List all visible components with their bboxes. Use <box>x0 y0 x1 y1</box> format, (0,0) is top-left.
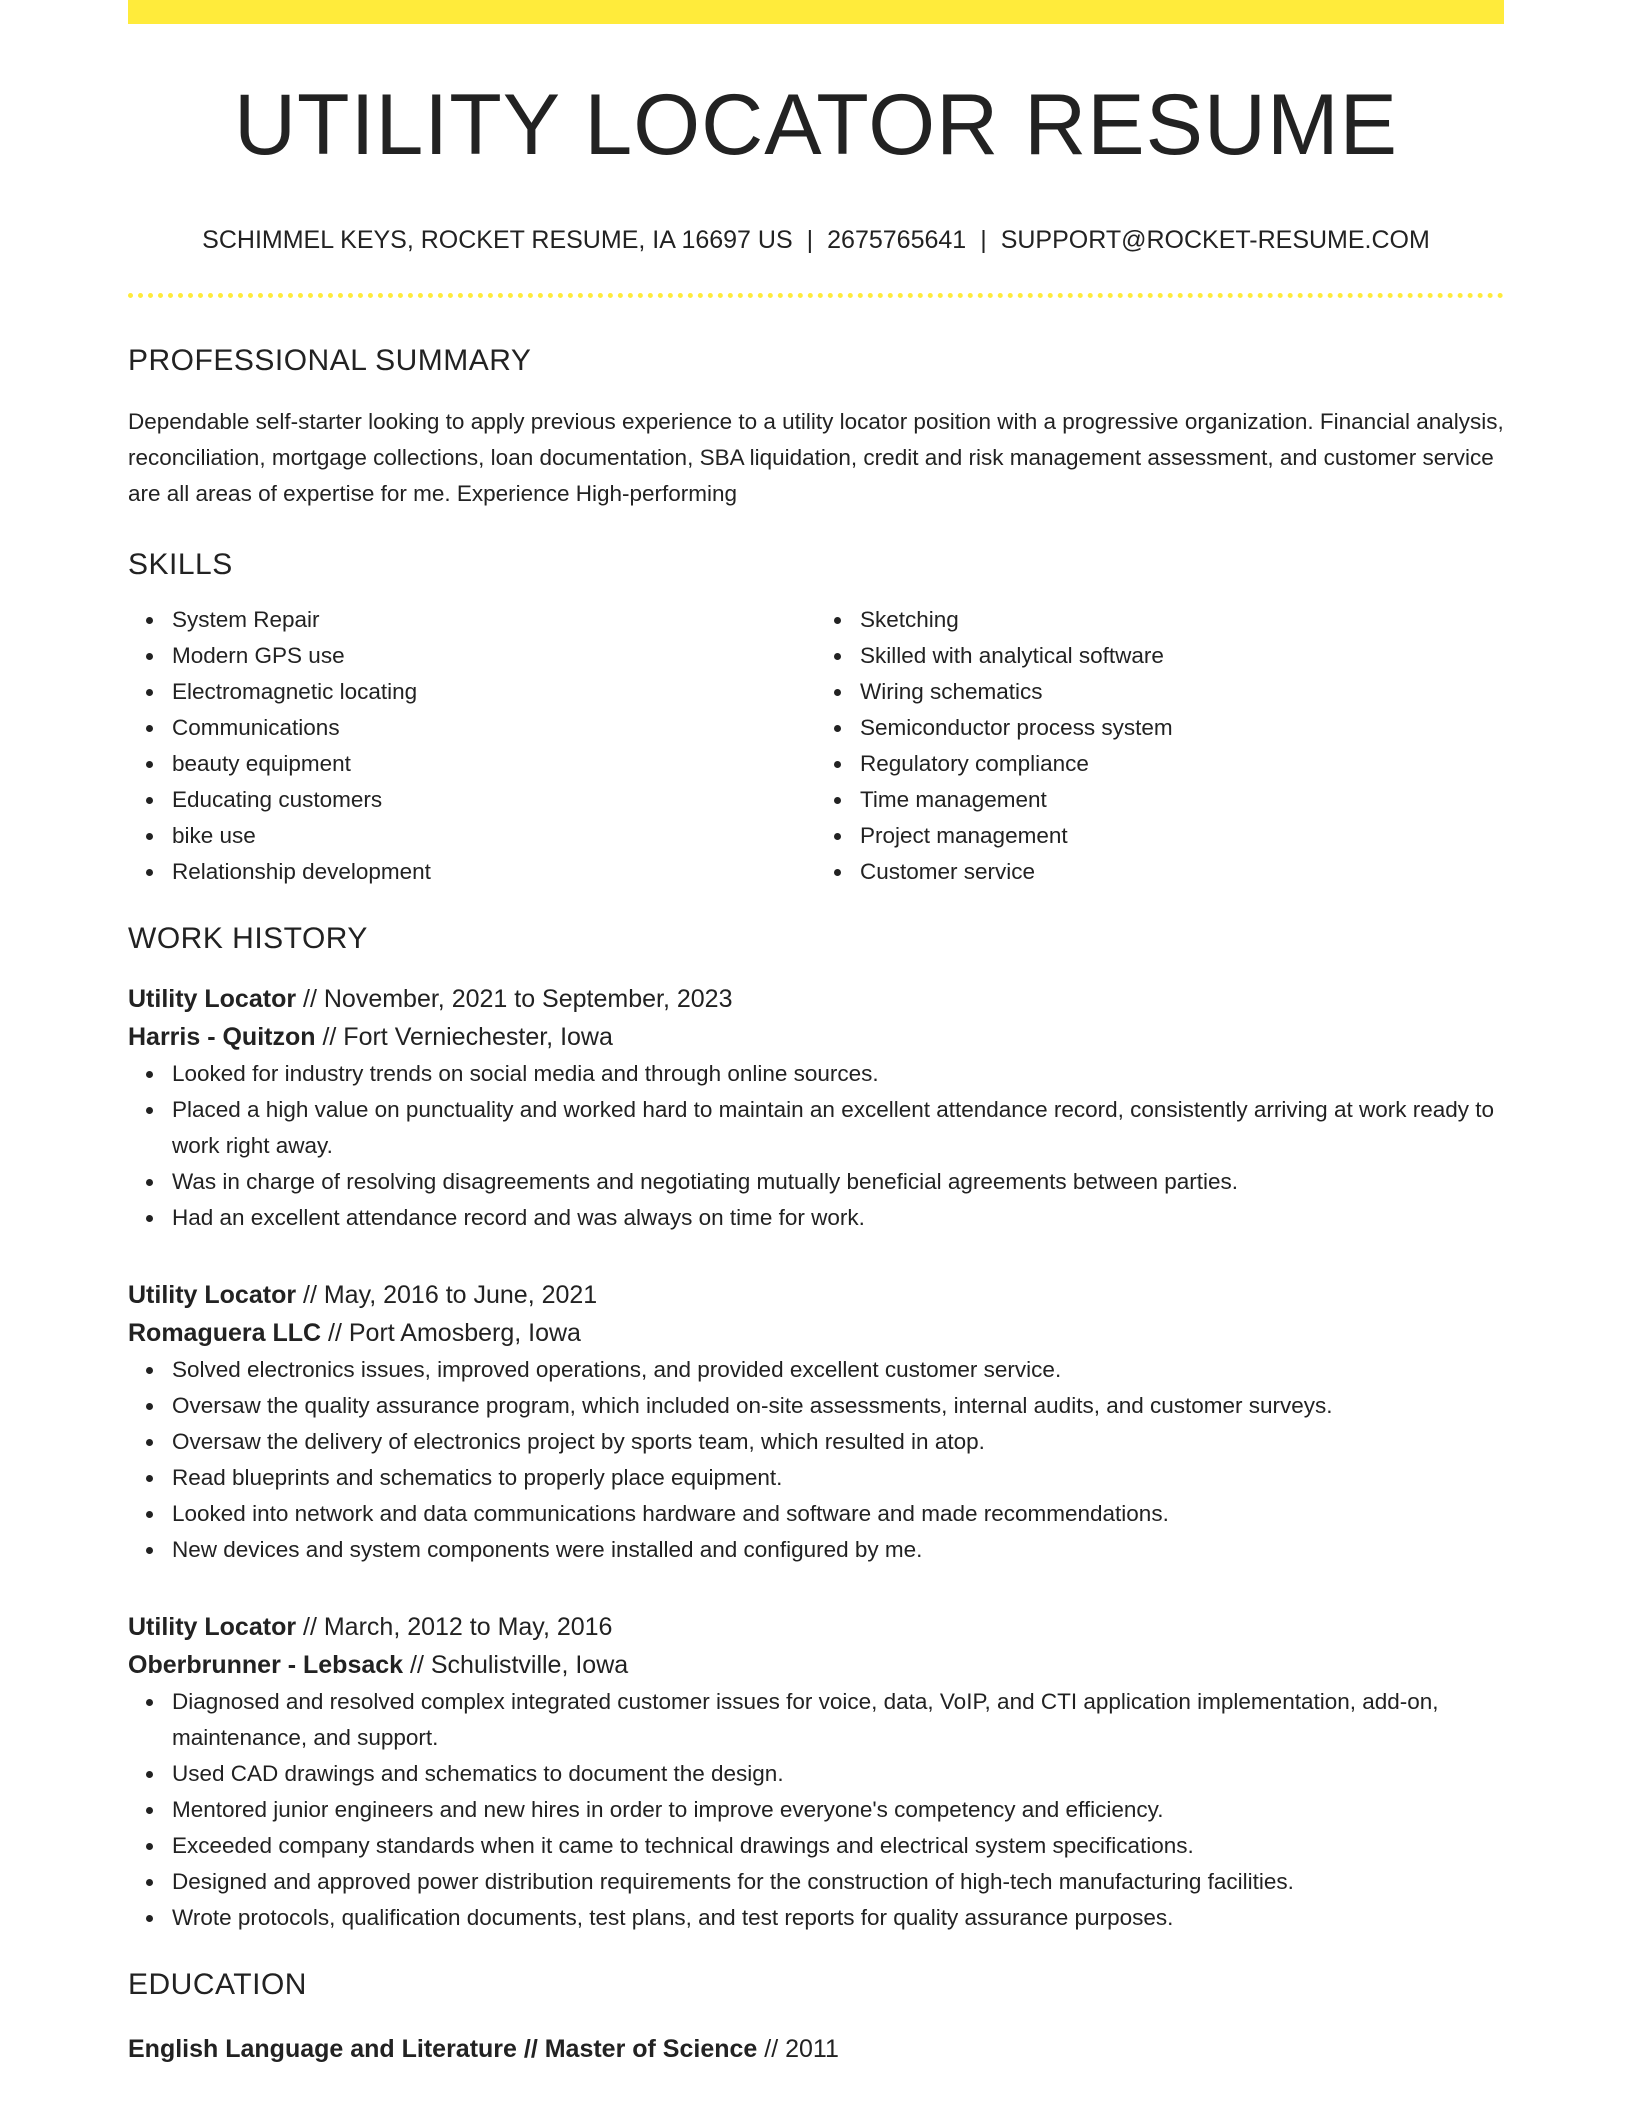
job-bullet <box>172 1352 1504 1388</box>
job-company: Oberbrunner - Lebsack <box>128 1651 404 1679</box>
skills-list-left <box>128 602 816 890</box>
job-bullet-text: New devices and system components were installed and configured by me. <box>172 1537 923 1562</box>
skills-column-right <box>816 602 1504 890</box>
contact-separator: | <box>980 226 987 254</box>
skill-item <box>860 854 1504 890</box>
section-heading-work-history: WORK HISTORY <box>128 922 368 955</box>
job-bullet-text: Exceeded company standards when it came to technical drawings and electrical system specifications. <box>172 1833 1194 1858</box>
work-history-list <box>128 980 1504 1936</box>
job-location: // Port Amosberg, Iowa <box>321 1319 581 1347</box>
job-entry <box>128 1276 1504 1568</box>
job-entry <box>128 1608 1504 1936</box>
skill-item-text: Project management <box>860 823 1068 848</box>
job-bullet-text: Diagnosed and resolved complex integrated customer issues for voice, data, VoIP, and CTI application implementation, add-on, maintenance, and support. <box>172 1689 1439 1750</box>
job-bullet <box>172 1792 1504 1828</box>
job-bullet-text: Looked for industry trends on social media and through online sources. <box>172 1061 879 1086</box>
resume-title: UTILITY LOCATOR RESUME <box>233 77 1399 173</box>
skill-item <box>860 818 1504 854</box>
job-company-line <box>128 1646 1504 1684</box>
bullet-dot-icon <box>146 1547 153 1554</box>
education-year: // 2011 <box>757 2035 839 2063</box>
summary-text: Dependable self-starter looking to apply previous experience to a utility locator position with a progressive organization. Financial analysis, reconciliation, mortgage collections, loan documentation, SBA liquidation, credit and risk management assessment, and customer service are all areas of expertise for me. Experience High-performing <box>128 409 1504 506</box>
skill-item <box>172 746 816 782</box>
contact-address: SCHIMMEL KEYS, ROCKET RESUME, IA 16697 US <box>202 226 793 254</box>
skill-item-text: Sketching <box>860 607 959 632</box>
section-heading-skills: SKILLS <box>128 548 233 581</box>
contact-phone[interactable]: 2675765641 <box>827 226 967 254</box>
job-bullet-text: Read blueprints and schematics to properly place equipment. <box>172 1465 783 1490</box>
bullet-dot-icon <box>146 1367 153 1374</box>
bullet-dot-icon <box>834 869 841 876</box>
skill-item-text: Communications <box>172 715 340 740</box>
bullet-dot-icon <box>146 1699 153 1706</box>
accent-top-bar <box>128 0 1504 24</box>
job-bullet-text: Oversaw the delivery of electronics project by sports team, which resulted in atop. <box>172 1429 985 1454</box>
education-degree: English Language and Literature // Master of Science <box>128 2035 758 2063</box>
job-bullet-list <box>128 1056 1504 1236</box>
bullet-dot-icon <box>834 797 841 804</box>
skill-item-text: Wiring schematics <box>860 679 1043 704</box>
job-bullet <box>172 1460 1504 1496</box>
skill-item <box>172 710 816 746</box>
skill-item-text: Modern GPS use <box>172 643 345 668</box>
dotted-divider <box>128 293 1504 298</box>
section-heading-summary: PROFESSIONAL SUMMARY <box>128 344 532 377</box>
bullet-dot-icon <box>146 1879 153 1886</box>
bullet-dot-icon <box>146 617 153 624</box>
job-bullet <box>172 1864 1504 1900</box>
skill-item <box>172 782 816 818</box>
job-bullet <box>172 1388 1504 1424</box>
skill-item-text: Educating customers <box>172 787 383 812</box>
skill-item <box>172 638 816 674</box>
job-bullet-text: Oversaw the quality assurance program, which included on-site assessments, internal audits, and customer surveys. <box>172 1393 1333 1418</box>
skills-column-left <box>128 602 816 890</box>
job-bullet-text: Designed and approved power distribution requirements for the construction of high-tech manufacturing facilities. <box>172 1869 1294 1894</box>
bullet-dot-icon <box>146 869 153 876</box>
job-bullet-text: Wrote protocols, qualification documents, test plans, and test reports for quality assurance purposes. <box>172 1905 1174 1930</box>
resume-page <box>128 0 1504 2068</box>
job-bullet-text: Had an excellent attendance record and was always on time for work. <box>172 1205 865 1230</box>
bullet-dot-icon <box>834 725 841 732</box>
job-bullet <box>172 1200 1504 1236</box>
skill-item-text: Skilled with analytical software <box>860 643 1164 668</box>
skill-item <box>860 782 1504 818</box>
job-title-line <box>128 1608 1504 1646</box>
skill-item <box>172 854 816 890</box>
job-company: Romaguera LLC <box>128 1319 322 1347</box>
job-dates: // May, 2016 to June, 2021 <box>296 1281 598 1309</box>
contact-line <box>128 228 1504 253</box>
job-bullet-text: Was in charge of resolving disagreements and negotiating mutually beneficial agreements between parties. <box>172 1169 1239 1194</box>
job-bullet-text: Used CAD drawings and schematics to document the design. <box>172 1761 784 1786</box>
bullet-dot-icon <box>146 1403 153 1410</box>
bullet-dot-icon <box>146 1439 153 1446</box>
job-bullet-list <box>128 1684 1504 1936</box>
job-bullet <box>172 1684 1504 1756</box>
job-bullet-text: Solved electronics issues, improved operations, and provided excellent customer service. <box>172 1357 1062 1382</box>
bullet-dot-icon <box>834 761 841 768</box>
bullet-dot-icon <box>834 653 841 660</box>
job-bullet <box>172 1092 1504 1164</box>
bullet-dot-icon <box>146 1771 153 1778</box>
job-location: // Fort Verniechester, Iowa <box>315 1023 613 1051</box>
job-location: // Schulistville, Iowa <box>403 1651 629 1679</box>
skill-item <box>860 602 1504 638</box>
skill-item <box>172 602 816 638</box>
skill-item <box>860 746 1504 782</box>
job-title: Utility Locator <box>128 1613 297 1641</box>
education-entry <box>128 2030 1504 2068</box>
job-bullet <box>172 1056 1504 1092</box>
skill-item-text: System Repair <box>172 607 320 632</box>
job-title-line <box>128 980 1504 1018</box>
job-dates: // March, 2012 to May, 2016 <box>296 1613 613 1641</box>
job-company: Harris - Quitzon <box>128 1023 316 1051</box>
skill-item-text: Regulatory compliance <box>860 751 1089 776</box>
bullet-dot-icon <box>146 761 153 768</box>
bullet-dot-icon <box>146 1843 153 1850</box>
section-heading-education: EDUCATION <box>128 1968 307 2001</box>
skill-item-text: beauty equipment <box>172 751 351 776</box>
bullet-dot-icon <box>146 1071 153 1078</box>
skill-item <box>860 638 1504 674</box>
bullet-dot-icon <box>146 1511 153 1518</box>
bullet-dot-icon <box>834 689 841 696</box>
job-title: Utility Locator <box>128 1281 297 1309</box>
bullet-dot-icon <box>834 617 841 624</box>
bullet-dot-icon <box>146 1915 153 1922</box>
skill-item <box>172 674 816 710</box>
bullet-dot-icon <box>146 833 153 840</box>
bullet-dot-icon <box>146 653 153 660</box>
job-title: Utility Locator <box>128 985 297 1013</box>
skill-item-text: Customer service <box>860 859 1036 884</box>
bullet-dot-icon <box>146 1107 153 1114</box>
job-entry <box>128 980 1504 1236</box>
bullet-dot-icon <box>146 1475 153 1482</box>
job-company-line <box>128 1314 1504 1352</box>
skills-list-right <box>816 602 1504 890</box>
job-bullet <box>172 1900 1504 1936</box>
job-bullet <box>172 1532 1504 1568</box>
skill-item-text: bike use <box>172 823 256 848</box>
job-bullet <box>172 1828 1504 1864</box>
bullet-dot-icon <box>146 1215 153 1222</box>
skill-item-text: Relationship development <box>172 859 431 884</box>
bullet-dot-icon <box>834 833 841 840</box>
skill-item-text: Electromagnetic locating <box>172 679 418 704</box>
job-bullet <box>172 1164 1504 1200</box>
skill-item <box>172 818 816 854</box>
job-bullet <box>172 1424 1504 1460</box>
skill-item <box>860 710 1504 746</box>
job-dates: // November, 2021 to September, 2023 <box>296 985 733 1013</box>
job-bullet-text: Looked into network and data communications hardware and software and made recommendations. <box>172 1501 1169 1526</box>
job-bullet <box>172 1496 1504 1532</box>
job-bullet-text: Mentored junior engineers and new hires in order to improve everyone's competency and efficiency. <box>172 1797 1164 1822</box>
bullet-dot-icon <box>146 1179 153 1186</box>
job-bullet-list <box>128 1352 1504 1568</box>
job-bullet-text: Placed a high value on punctuality and worked hard to maintain an excellent attendance record, consistently arriving at work ready to work right away. <box>172 1097 1495 1158</box>
bullet-dot-icon <box>146 1807 153 1814</box>
skill-item-text: Time management <box>860 787 1047 812</box>
skill-item <box>860 674 1504 710</box>
bullet-dot-icon <box>146 725 153 732</box>
job-title-line <box>128 1276 1504 1314</box>
job-company-line <box>128 1018 1504 1056</box>
skills-columns <box>128 602 1504 890</box>
skill-item-text: Semiconductor process system <box>860 715 1173 740</box>
contact-email[interactable]: SUPPORT@ROCKET-RESUME.COM <box>1000 226 1430 254</box>
bullet-dot-icon <box>146 689 153 696</box>
bullet-dot-icon <box>146 797 153 804</box>
contact-separator: | <box>806 226 814 254</box>
job-bullet <box>172 1756 1504 1792</box>
